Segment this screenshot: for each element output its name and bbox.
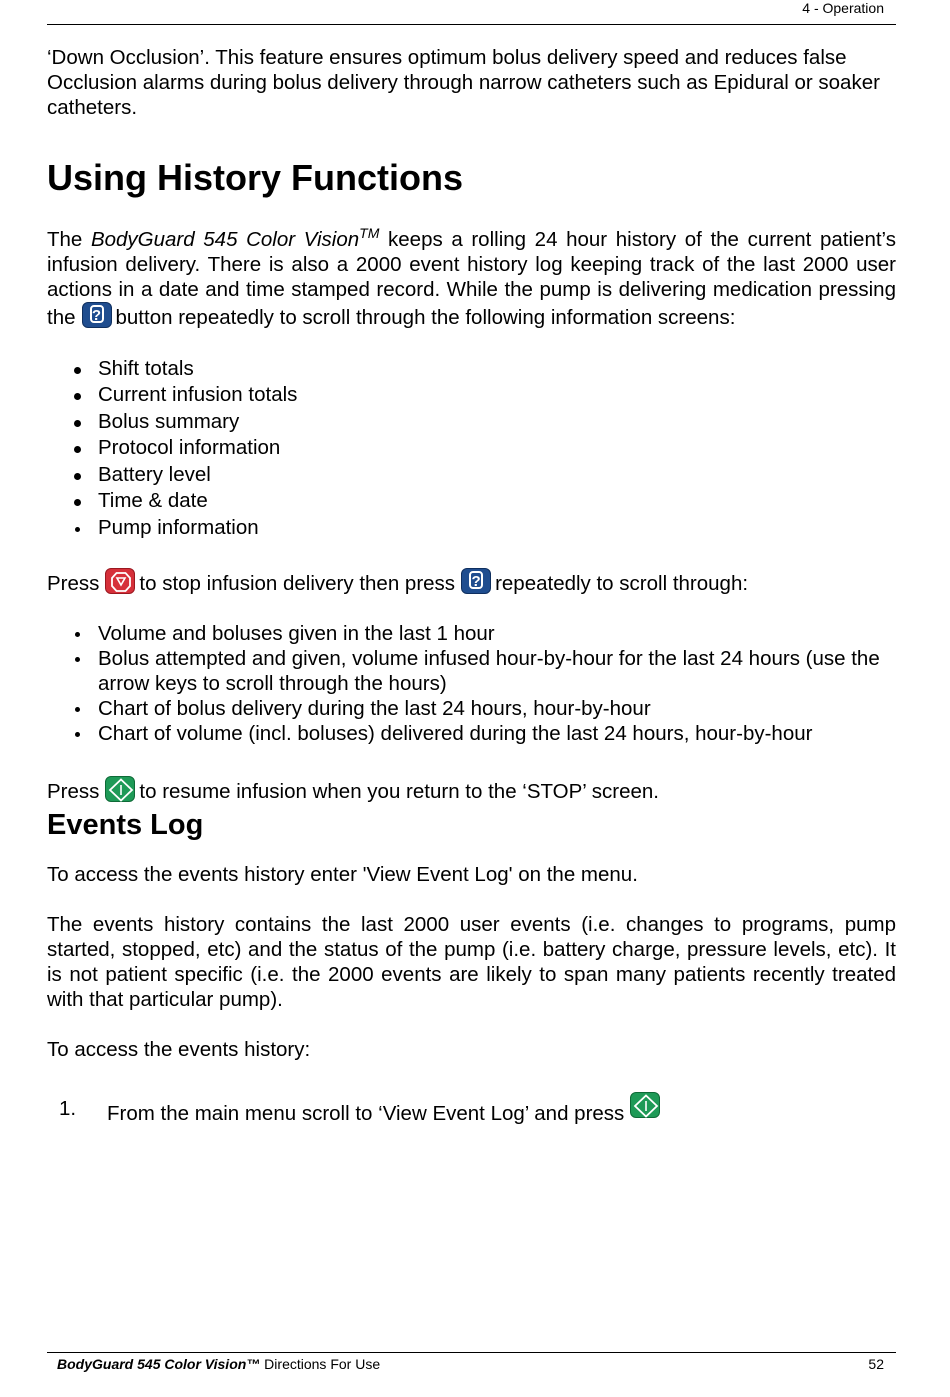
list-item: Protocol information [47, 435, 896, 462]
footer-doc: Directions For Use [260, 1356, 381, 1372]
history-paragraph-3 [47, 776, 896, 804]
history-p2-text-3: repeatedly to scroll through: [495, 572, 749, 596]
info-screens-list [47, 356, 896, 542]
stopped-screens-list [47, 621, 896, 746]
footer-title [57, 1356, 380, 1373]
step-text: From the main menu scroll to ‘View Event Log’ and press [107, 1102, 625, 1126]
help-button-icon [461, 568, 491, 594]
header-section: 4 - Operation [802, 0, 884, 16]
history-heading: Using History Functions [47, 157, 464, 198]
history-p1-text-2: keeps a rolling 24 hour history of the current patient’s infusion delivery. There is also a 2000 event history log keeping track of the last 2000 user actions in a date and time stamped record. While the pump is delivering medication pressing the [47, 227, 896, 329]
header-divider [47, 24, 896, 25]
list-item: Volume and boluses given in the last 1 hour [47, 621, 896, 646]
list-item: Chart of volume (incl. boluses) delivered during the last 24 hours, hour-by-hour [47, 721, 896, 746]
list-item: Bolus summary [47, 409, 896, 436]
page-number: 52 [868, 1356, 884, 1372]
history-p1-text-1: The [47, 227, 91, 251]
footer-product: BodyGuard 545 Color Vision™ [57, 1356, 261, 1372]
events-paragraph-3: To access the events history: [47, 1038, 311, 1062]
events-paragraph-1: To access the events history enter 'View Event Log' on the menu. [47, 863, 638, 887]
step-number: 1. [59, 1097, 77, 1121]
events-steps [47, 1092, 896, 1126]
list-item: Battery level [47, 462, 896, 489]
list-item: Bolus attempted and given, volume infused hour-by-hour for the last 24 hours (use the arrow keys to scroll through the hours) [47, 646, 896, 696]
list-item: Pump information [47, 515, 896, 542]
history-paragraph-1 [47, 221, 896, 330]
step-item [47, 1092, 896, 1126]
stop-button-icon [105, 568, 135, 594]
intro-paragraph: ‘Down Occlusion’. This feature ensures optimum bolus delivery speed and reduces false Occlusion alarms during bolus delivery through narrow catheters such as Epidural or soaker catheters. [47, 46, 880, 119]
trademark: TM [359, 225, 380, 241]
page-content [47, 45, 896, 1126]
footer-divider [47, 1352, 896, 1353]
start-button-icon [630, 1092, 660, 1118]
list-item: Chart of bolus delivery during the last 24 hours, hour-by-hour [47, 696, 896, 721]
product-name: BodyGuard 545 Color Vision [90, 227, 360, 251]
history-p2-text-1: Press [47, 572, 100, 596]
help-button-icon [82, 302, 112, 328]
history-paragraph-2 [47, 568, 896, 596]
list-item: Current infusion totals [47, 382, 896, 409]
list-item: Shift totals [47, 356, 896, 383]
history-p2-text-2: to stop infusion delivery then press [139, 572, 456, 596]
events-paragraph-2: The events history contains the last 2000 user events (i.e. changes to programs, pump started, stopped, etc) and the status of the pump (i.e. battery charge, pressure levels, etc). It is not patient specific (i.e. the 2000 events are likely to span many patients recently treated with that particular pump). [47, 913, 896, 1012]
list-item: Time & date [47, 488, 896, 515]
history-p3-text-1: Press [47, 780, 100, 804]
history-p1-text-3: button repeatedly to scroll through the following information screens: [115, 305, 736, 329]
history-p3-text-2: to resume infusion when you return to the ‘STOP’ screen. [139, 780, 660, 804]
events-heading: Events Log [47, 809, 204, 842]
start-button-icon [105, 776, 135, 802]
